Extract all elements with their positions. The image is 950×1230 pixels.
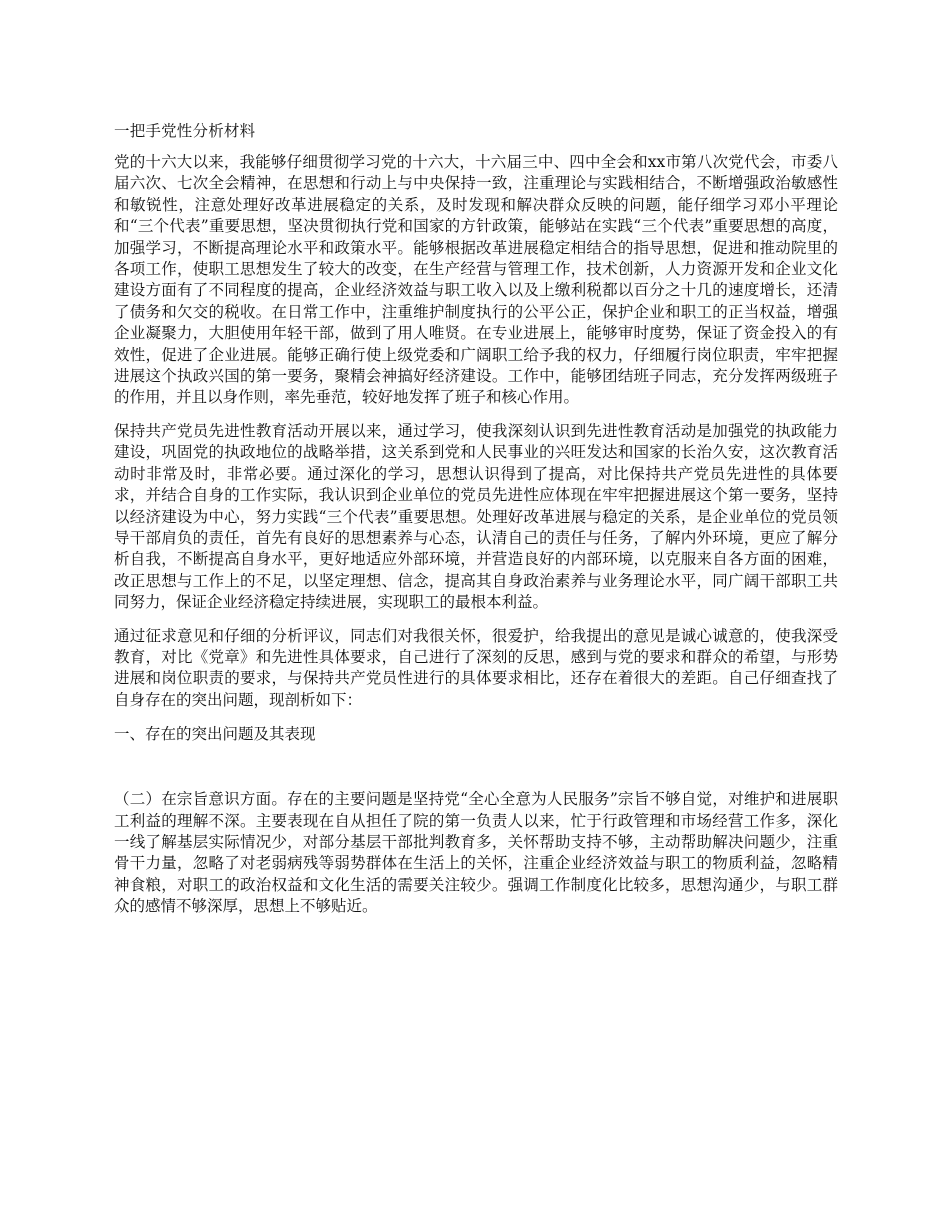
paragraph-1: 党的十六大以来，我能够仔细贯彻学习党的十六大，十六届三中、四中全会和xx市第八次党代会，市委八届六次、七次全会精神，在思想和行动上与中央保持一致，注重理论与实践相结合，不断增强政治敏感性和敏锐性，注意处理好改革进展稳定的关系，及时发现和解决群众反映的问题，能仔细学习邓小平理论和“三个代表”重要思想，坚决贯彻执行党和国家的方针政策，能够站在实践“三个代表”重要思想的高度，加强学习，不断提高理论水平和政策水平。能够根据改革进展稳定相结合的指导思想，促进和推动院里的各项工作，使职工思想发生了较大的改变，在生产经营与管理工作，技术创新，人力资源开发和企业文化建设方面有了不同程度的提高，企业经济效益与职工收入以及上缴利税都以百分之十几的速度增长，还清了债务和欠交的税收。在日常工作中，注重维护制度执行的公平公正，保护企业和职工的正当权益，增强企业凝聚力，大胆使用年轻干部，做到了用人唯贤。在专业进展上，能够审时度势，保证了资金投入的有效性，促进了企业进展。能够正确行使上级党委和广阔职工给予我的权力，仔细履行岗位职责，牢牢把握进展这个执政兴国的第一要务，聚精会神搞好经济建设。工作中，能够团结班子同志，充分发挥两级班子的作用，并且以身作则，率先垂范，较好地发挥了班子和核心作用。	[114, 153, 838, 407]
document-title: 一把手党性分析材料	[114, 122, 256, 140]
document-page	[114, 120, 838, 930]
spacer	[114, 745, 838, 789]
section-heading: 一、存在的突出问题及其表现	[114, 725, 316, 744]
paragraph-2: 保持共产党员先进性教育活动开展以来，通过学习，使我深刻认识到先进性教育活动是加强党的执政能力建设，巩固党的执政地位的战略举措，这关系到党和人民事业的兴旺发达和国家的长治久安，这次教育活动时非常及时，非常必要。通过深化的学习，思想认识得到了提高，对比保持共产党员先进性的具体要求，并结合自身的工作实际，我认识到企业单位的党员先进性应体现在牢牢把握进展这个第一要务，坚持以经济建设为中心，努力实践“三个代表”重要思想。处理好改革进展与稳定的关系，是企业单位的党员领导干部肩负的责任，首先有良好的思想素养与心态，认清自己的责任与任务，了解内外环境，更应了解分析自我，不断提高自身水平，更好地适应外部环境，并营造良好的内部环境，以克服来自各方面的困难，改正思想与工作上的不足，以坚定理想、信念，提高其自身政治素养与业务理论水平，同广阔干部职工共同努力，保证企业经济稳定持续进展，实现职工的最根本利益。	[114, 421, 838, 612]
paragraph-3: 通过征求意见和仔细的分析评议，同志们对我很关怀，很爱护，给我提出的意见是诚心诚意的，使我深受教育，对比《党章》和先进性具体要求，自己进行了深刻的反思，感到与党的要求和群众的希望，与形势进展和岗位职责的要求，与保持共产党员性进行的具体要求相比，还存在着很大的差距。自己仔细查找了自身存在的突出问题，现剖析如下：	[114, 626, 838, 709]
section-paragraph: （二）在宗旨意识方面。存在的主要问题是坚持党“全心全意为人民服务”宗旨不够自觉，对维护和进展职工利益的理解不深。主要表现在自从担任了院的第一负责人以来，忙于行政管理和市场经营工作多，深化一线了解基层实际情况少，对部分基层干部批判教育多，关怀帮助支持不够，主动帮助解决问题少，注重骨干力量，忽略了对老弱病残等弱势群体在生活上的关怀，注重企业经济效益与职工的物质利益，忽略精神食粮，对职工的政治权益和文化生活的需要关注较少。强调工作制度化比较多，思想沟通少，与职工群众的感情不够深厚，思想上不够贴近。	[114, 790, 838, 916]
